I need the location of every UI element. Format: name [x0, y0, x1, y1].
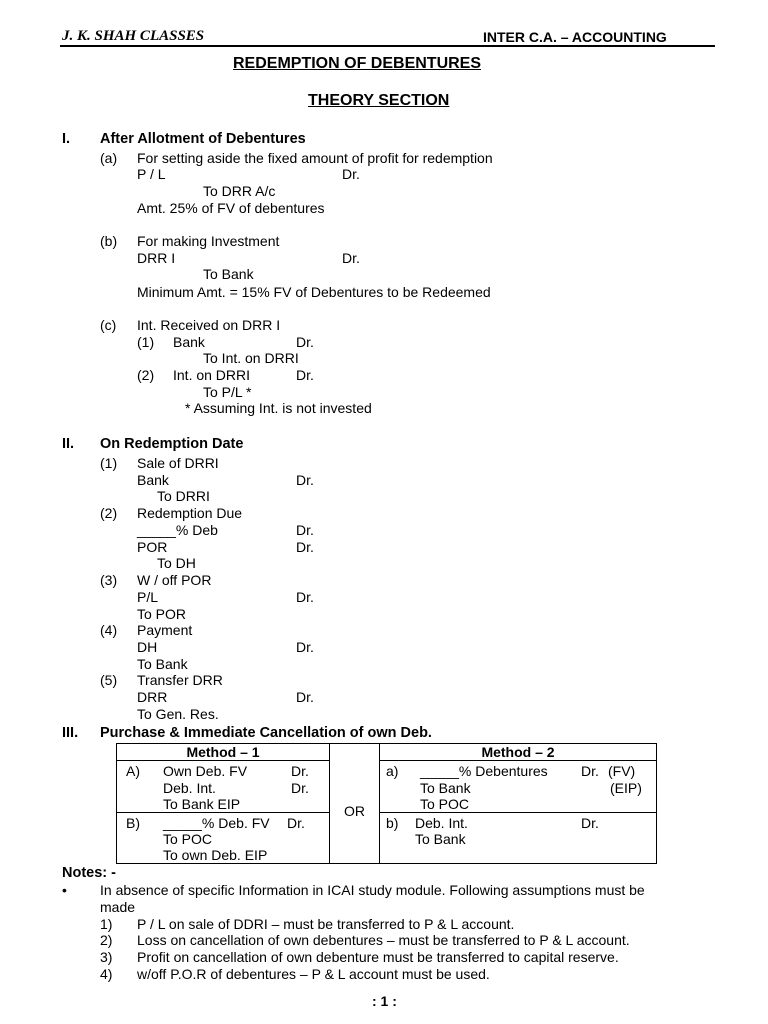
- entry-debit: _____% Deb. FV: [163, 815, 270, 831]
- step-text: W / off POR: [137, 572, 212, 588]
- entry-dr: Dr.: [342, 166, 360, 182]
- entry-debit: Bank: [137, 472, 169, 488]
- entry-note: (EIP): [610, 780, 642, 796]
- section-2-number: II.: [62, 436, 75, 452]
- entry-label: A): [126, 763, 140, 779]
- entry-note: Amt. 25% of FV of debentures: [137, 200, 325, 216]
- entry-credit: To POC: [420, 796, 470, 812]
- entry-label: a): [386, 763, 399, 779]
- entry-credit: To DH: [157, 555, 196, 571]
- notes-intro-cont: made: [100, 899, 136, 915]
- method-1-header: Method – 1: [117, 744, 330, 761]
- entry-credit: To DRR A/c: [203, 183, 276, 199]
- note-number: 4): [100, 966, 113, 982]
- entry-credit: To P/L *: [203, 384, 252, 400]
- method-1-entry-a: [117, 761, 330, 813]
- or-label: OR: [344, 803, 365, 820]
- or-cell: [330, 761, 380, 864]
- step-number: (5): [100, 672, 118, 688]
- entry-dr: Dr.: [296, 472, 314, 488]
- note-number: 2): [100, 932, 113, 948]
- entry-debit: DH: [137, 639, 158, 655]
- item-label: (b): [100, 233, 118, 249]
- entry-dr: Dr.: [296, 334, 314, 350]
- notes-intro: In absence of specific Information in ICAI study module. Following assumptions must be: [100, 882, 645, 898]
- entry-credit: To Bank: [415, 831, 466, 847]
- entry-credit: To POC: [163, 831, 213, 847]
- entry-debit: Deb. Int.: [415, 815, 468, 831]
- step-number: (4): [100, 622, 118, 638]
- page-number: : 1 :: [372, 993, 397, 1009]
- note-text: Profit on cancellation of own debenture must be transferred to capital reserve.: [137, 949, 619, 965]
- entry-note: Minimum Amt. = 15% FV of Debentures to be Redeemed: [137, 284, 491, 300]
- method-2-entry-a: [380, 761, 657, 813]
- item-text: For setting aside the fixed amount of profit for redemption: [137, 150, 493, 166]
- item-text: Int. Received on DRR I: [137, 317, 281, 333]
- entry-dr: Dr.: [296, 367, 314, 383]
- entry-note: * Assuming Int. is not invested: [185, 400, 372, 416]
- or-column-spacer: [330, 744, 380, 761]
- entry-debit: P/L: [137, 589, 159, 605]
- entry-dr: Dr.: [342, 250, 360, 266]
- entry-note: (FV): [608, 763, 636, 779]
- notes-heading: Notes: -: [62, 865, 116, 881]
- entry-credit: To DRRI: [157, 488, 210, 504]
- entry-label: B): [126, 815, 140, 831]
- item-label: (a): [100, 150, 118, 166]
- entry-credit: To Int. on DRRI: [203, 350, 299, 366]
- sub-label: (1): [137, 334, 155, 350]
- item-label: (c): [100, 317, 117, 333]
- note-number: 3): [100, 949, 113, 965]
- entry-dr: Dr.: [296, 539, 314, 555]
- step-number: (2): [100, 505, 118, 521]
- page-title: REDEMPTION OF DEBENTURES: [233, 55, 482, 72]
- entry-credit: To Bank EIP: [163, 796, 241, 812]
- entry-debit: Deb. Int.: [163, 780, 216, 796]
- note-text: P / L on sale of DDRI – must be transferred to P & L account.: [137, 916, 515, 932]
- note-text: Loss on cancellation of own debentures – must be transferred to P & L account.: [137, 932, 630, 948]
- step-text: Payment: [137, 622, 193, 638]
- entry-dr: Dr.: [581, 815, 599, 831]
- entry-dr: Dr.: [296, 689, 314, 705]
- header-right: INTER C.A. – ACCOUNTING: [483, 29, 667, 45]
- sub-label: (2): [137, 367, 155, 383]
- section-1-number: I.: [62, 131, 71, 147]
- entry-dr: Dr.: [287, 815, 305, 831]
- entry-debit: Int. on DRRI: [173, 367, 251, 383]
- entry-credit: To Bank: [203, 266, 254, 282]
- section-3-heading: Purchase & Immediate Cancellation of own Deb.: [100, 725, 432, 741]
- entry-credit: To Bank: [137, 656, 188, 672]
- entry-debit: DRR I: [137, 250, 176, 266]
- section-title: THEORY SECTION: [308, 92, 450, 109]
- method-2-header: Method – 2: [380, 744, 657, 761]
- entry-debit: Own Deb. FV: [163, 763, 248, 779]
- entry-dr: Dr.: [296, 639, 314, 655]
- entry-debit: _____% Debentures: [420, 763, 548, 779]
- section-1-heading: After Allotment of Debentures: [100, 131, 306, 147]
- entry-debit: _____% Deb: [137, 522, 218, 538]
- entry-credit: To POR: [137, 606, 187, 622]
- step-text: Redemption Due: [137, 505, 243, 521]
- method-2-entry-b: [380, 813, 657, 864]
- entry-dr: Dr.: [296, 589, 314, 605]
- entry-dr: Dr.: [291, 763, 309, 779]
- entry-debit: P / L: [137, 166, 166, 182]
- entry-credit: To own Deb. EIP: [163, 847, 268, 863]
- header-left: J. K. SHAH CLASSES: [62, 28, 205, 44]
- entry-debit: POR: [137, 539, 168, 555]
- methods-table: [116, 743, 657, 864]
- section-3-number: III.: [62, 725, 79, 741]
- entry-debit: Bank: [173, 334, 205, 350]
- method-1-entry-b: [117, 813, 330, 864]
- bullet: •: [62, 882, 67, 898]
- entry-dr: Dr.: [581, 763, 599, 779]
- step-text: Sale of DRRI: [137, 455, 219, 471]
- section-2-heading: On Redemption Date: [100, 436, 244, 452]
- step-number: (1): [100, 455, 118, 471]
- entry-credit: To Bank: [420, 780, 471, 796]
- entry-dr: Dr.: [291, 780, 309, 796]
- item-text: For making Investment: [137, 233, 280, 249]
- entry-dr: Dr.: [296, 522, 314, 538]
- entry-label: b): [386, 815, 399, 831]
- note-number: 1): [100, 916, 113, 932]
- step-number: (3): [100, 572, 118, 588]
- header-rule: [60, 45, 715, 47]
- entry-credit: To Gen. Res.: [137, 706, 219, 722]
- note-text: w/off P.O.R of debentures – P & L account must be used.: [137, 966, 490, 982]
- step-text: Transfer DRR: [137, 672, 223, 688]
- entry-debit: DRR: [137, 689, 168, 705]
